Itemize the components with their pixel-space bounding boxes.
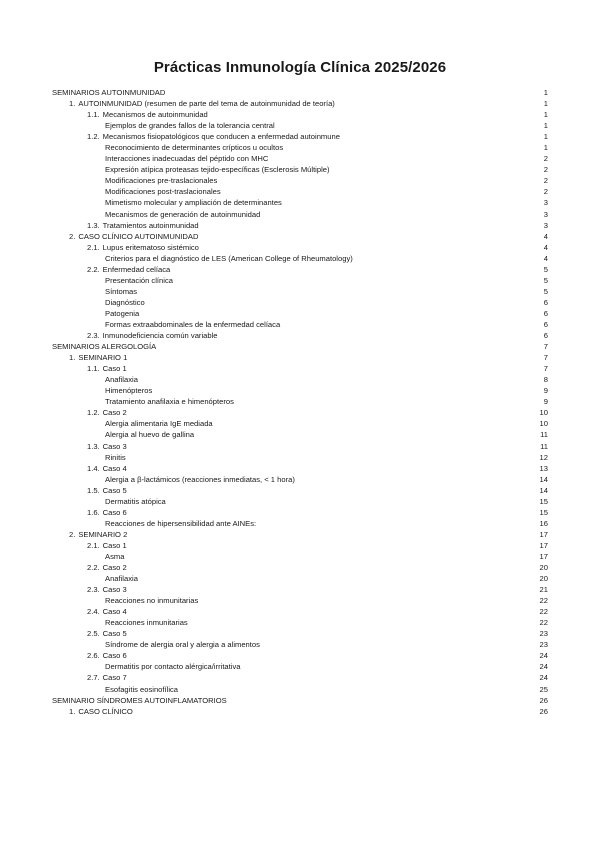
toc-entry-number: 2.1. (87, 540, 100, 550)
toc-entry-text: Mimetismo molecular y ampliación de determinantes (105, 198, 282, 208)
toc-entry-number: 1.1. (87, 110, 100, 120)
toc-entry-label (87, 540, 127, 551)
toc-entry[interactable] (52, 551, 548, 562)
toc-entry[interactable] (52, 385, 548, 396)
toc-entry[interactable] (52, 341, 548, 352)
toc-entry-text: Modificaciones pre-traslacionales (105, 176, 218, 186)
toc-entry-label (69, 98, 335, 109)
toc-entry-page-number: 6 (543, 308, 548, 318)
toc-entry-page-number: 5 (543, 286, 548, 296)
toc-entry-text: Caso 6 (102, 651, 127, 661)
toc-entry-page-number: 1 (543, 143, 548, 153)
toc-entry-label (105, 661, 240, 672)
toc-entry-text: Alergia a β-lactámicos (reacciones inmediatas, < 1 hora) (105, 474, 295, 484)
toc-entry[interactable] (52, 496, 548, 507)
toc-entry[interactable] (52, 319, 548, 330)
toc-entry-page-number: 3 (543, 198, 548, 208)
toc-entry-label (87, 650, 127, 661)
toc-entry-text: Formas extraabdominales de la enfermedad celíaca (105, 319, 281, 329)
toc-entry-text: Anafilaxia (105, 574, 138, 584)
toc-entry-page-number: 1 (543, 132, 548, 142)
toc-entry-label (105, 153, 268, 164)
toc-entry-number: 2.1. (87, 242, 100, 252)
toc-entry[interactable] (52, 661, 548, 672)
toc-entry[interactable] (52, 286, 548, 297)
toc-entry-page-number: 26 (539, 706, 548, 716)
toc-entry-number: 2.3. (87, 331, 100, 341)
toc-entry-label (87, 606, 127, 617)
toc-entry-page-number: 12 (539, 452, 548, 462)
toc-entry-page-number: 23 (539, 640, 548, 650)
toc-entry-label (87, 485, 127, 496)
toc-entry-text: AUTOINMUNIDAD (resumen de parte del tema de autoinmunidad de teoría) (78, 99, 335, 109)
toc-entry[interactable] (52, 308, 548, 319)
toc-entry-label (52, 695, 227, 706)
toc-entry-page-number: 3 (543, 209, 548, 219)
toc-entry-number: 1.3. (87, 441, 100, 451)
toc-entry-text: Mecanismos de generación de autoinmunidad (105, 209, 261, 219)
toc-entry[interactable] (52, 706, 548, 717)
toc-entry-text: Caso 2 (102, 563, 127, 573)
toc-entry-text: Esofagitis eosinofílica (105, 684, 179, 694)
toc-entry-page-number: 5 (543, 275, 548, 285)
toc-entry-label (105, 474, 295, 485)
toc-entry[interactable] (52, 573, 548, 584)
toc-entry-label (105, 120, 275, 131)
toc-entry-label (105, 308, 139, 319)
toc-entry-text: Dermatitis atópica (105, 496, 166, 506)
toc-entry-number: 2.5. (87, 629, 100, 639)
toc-entry[interactable] (52, 275, 548, 286)
toc-entry-label (105, 175, 217, 186)
toc-entry-text: Ejemplos de grandes fallos de la tolerancia central (105, 121, 275, 131)
toc-entry-label (105, 275, 173, 286)
toc-entry-number: 2.6. (87, 651, 100, 661)
toc-entry[interactable] (52, 617, 548, 628)
toc-entry-label (87, 441, 127, 452)
toc-entry-page-number: 7 (543, 364, 548, 374)
table-of-contents (52, 87, 548, 717)
toc-entry[interactable] (52, 297, 548, 308)
toc-entry-page-number: 17 (539, 529, 548, 539)
toc-entry-text: Lupus eritematoso sistémico (102, 242, 199, 252)
toc-entry-label (105, 684, 178, 695)
toc-entry-page-number: 22 (539, 607, 548, 617)
toc-entry-label (105, 396, 234, 407)
toc-entry-text: CASO CLÍNICO AUTOINMUNIDAD (78, 231, 199, 241)
toc-entry[interactable] (52, 87, 548, 98)
toc-entry-label (105, 142, 283, 153)
toc-entry[interactable] (52, 175, 548, 186)
toc-entry-page-number: 17 (539, 540, 548, 550)
toc-entry-page-number: 7 (543, 353, 548, 363)
toc-entry-label (87, 220, 199, 231)
toc-entry-page-number: 10 (539, 408, 548, 418)
toc-entry[interactable] (52, 639, 548, 650)
toc-entry-label (105, 595, 198, 606)
toc-entry-number: 1.2. (87, 408, 100, 418)
toc-entry-page-number: 7 (543, 342, 548, 352)
toc-entry-text: Caso 2 (102, 408, 127, 418)
toc-entry[interactable] (52, 374, 548, 385)
toc-entry[interactable] (52, 684, 548, 695)
toc-entry-text: Caso 4 (102, 463, 127, 473)
toc-entry[interactable] (52, 142, 548, 153)
toc-entry-number: 1. (69, 706, 76, 716)
toc-entry[interactable] (52, 606, 548, 617)
toc-entry-text: SEMINARIOS ALERGOLOGÍA (52, 342, 157, 352)
toc-entry-number: 2.2. (87, 563, 100, 573)
toc-entry[interactable] (52, 253, 548, 264)
toc-entry-text: Reconocimiento de determinantes crípticos u ocultos (105, 143, 284, 153)
toc-entry[interactable] (52, 507, 548, 518)
toc-entry-text: Modificaciones post-traslacionales (105, 187, 221, 197)
toc-entry-label (87, 363, 127, 374)
toc-entry-text: Reacciones inmunitarias (105, 618, 188, 628)
toc-entry-label (87, 672, 127, 683)
toc-entry-page-number: 23 (539, 629, 548, 639)
toc-entry[interactable] (52, 628, 548, 639)
toc-entry[interactable] (52, 441, 548, 452)
toc-entry-page-number: 16 (539, 518, 548, 528)
toc-entry-page-number: 1 (543, 99, 548, 109)
toc-entry[interactable] (52, 396, 548, 407)
toc-entry-label (87, 407, 127, 418)
toc-entry-page-number: 11 (540, 441, 548, 451)
toc-entry-number: 2.2. (87, 264, 100, 274)
toc-entry-text: Tratamientos autoinmunidad (102, 220, 199, 230)
toc-entry[interactable] (52, 407, 548, 418)
toc-entry-text: SEMINARIO SÍNDROMES AUTOINFLAMATORIOS (52, 695, 227, 705)
toc-entry-page-number: 11 (540, 430, 548, 440)
toc-entry-label (87, 562, 127, 573)
toc-entry-page-number: 20 (539, 563, 548, 573)
toc-entry[interactable] (52, 474, 548, 485)
toc-entry-text: Caso 3 (102, 441, 127, 451)
toc-entry-page-number: 2 (543, 187, 548, 197)
toc-entry-page-number: 10 (539, 419, 548, 429)
toc-entry[interactable] (52, 120, 548, 131)
toc-entry-text: Asma (105, 551, 125, 561)
toc-entry-page-number: 4 (543, 253, 548, 263)
toc-entry-label (87, 131, 340, 142)
toc-entry-label (69, 352, 127, 363)
toc-entry-text: Mecanismos fisiopatológicos que conducen a enfermedad autoinmune (102, 132, 340, 142)
toc-entry-page-number: 8 (543, 375, 548, 385)
toc-entry-page-number: 15 (539, 496, 548, 506)
toc-entry-label (105, 385, 152, 396)
toc-entry-text: Mecanismos de autoinmunidad (102, 110, 208, 120)
toc-entry-text: Interacciones inadecuadas del péptido con MHC (105, 154, 269, 164)
toc-entry-text: Inmunodeficiencia común variable (102, 331, 218, 341)
toc-entry-text: Alergia al huevo de gallina (105, 430, 195, 440)
toc-entry-page-number: 22 (539, 596, 548, 606)
toc-entry-page-number: 25 (539, 684, 548, 694)
toc-entry-page-number: 1 (543, 110, 548, 120)
toc-entry-text: Reacciones de hipersensibilidad ante AINEs: (105, 518, 257, 528)
toc-entry[interactable] (52, 418, 548, 429)
toc-entry-number: 1.5. (87, 485, 100, 495)
toc-entry[interactable] (52, 562, 548, 573)
toc-entry[interactable] (52, 98, 548, 109)
toc-entry[interactable] (52, 452, 548, 463)
toc-entry-label (105, 551, 124, 562)
toc-entry[interactable] (52, 463, 548, 474)
toc-entry-page-number: 6 (543, 319, 548, 329)
toc-entry[interactable] (52, 540, 548, 551)
toc-entry[interactable] (52, 164, 548, 175)
toc-entry-text: Caso 1 (102, 364, 127, 374)
toc-entry-text: Caso 5 (102, 629, 127, 639)
toc-entry-text: Caso 7 (102, 673, 127, 683)
toc-entry-text: Síndrome de alergia oral y alergia a alimentos (105, 640, 260, 650)
toc-entry-page-number: 15 (539, 507, 548, 517)
toc-entry-number: 2.7. (87, 673, 100, 683)
toc-entry-label (87, 463, 127, 474)
toc-entry[interactable] (52, 186, 548, 197)
toc-entry-label (105, 429, 194, 440)
toc-entry-text: Expresión atípica proteasas tejido-específicas (Esclerosis Múltiple) (105, 165, 330, 175)
toc-entry[interactable] (52, 330, 548, 341)
toc-entry-label (87, 584, 127, 595)
toc-entry-label (69, 231, 198, 242)
toc-entry-page-number: 6 (543, 331, 548, 341)
toc-entry-text: Reacciones no inmunitarias (105, 596, 199, 606)
toc-entry-text: Tratamiento anafilaxia e himenópteros (105, 397, 234, 407)
toc-entry-label (87, 264, 170, 275)
toc-entry-label (87, 109, 208, 120)
toc-entry[interactable] (52, 220, 548, 231)
toc-entry-label (69, 706, 133, 717)
toc-entry-text: Himenópteros (105, 386, 153, 396)
toc-entry-label (105, 518, 256, 529)
document-title: Prácticas Inmunología Clínica 2025/2026 (153, 59, 447, 76)
toc-entry-text: Caso 1 (102, 540, 127, 550)
toc-entry-number: 1.3. (87, 220, 100, 230)
toc-entry[interactable] (52, 672, 548, 683)
toc-entry-label (105, 286, 137, 297)
toc-entry[interactable] (52, 242, 548, 253)
toc-entry[interactable] (52, 131, 548, 142)
toc-entry[interactable] (52, 197, 548, 208)
toc-entry-text: Alergia alimentaria IgE mediada (105, 419, 213, 429)
toc-entry-text: Anafilaxia (105, 375, 138, 385)
toc-entry-page-number: 5 (543, 264, 548, 274)
toc-entry-text: Criterios para el diagnóstico de LES (American College of Rheumatology) (105, 253, 353, 263)
toc-entry[interactable] (52, 595, 548, 606)
toc-entry-label (87, 628, 127, 639)
toc-entry-number: 1.4. (87, 463, 100, 473)
toc-entry-page-number: 22 (539, 618, 548, 628)
toc-entry-page-number: 24 (539, 651, 548, 661)
toc-entry-label (105, 374, 138, 385)
toc-entry-text: Caso 6 (102, 507, 127, 517)
toc-entry-text: Patogenia (105, 308, 140, 318)
toc-entry-page-number: 3 (543, 220, 548, 230)
toc-entry-page-number: 17 (539, 551, 548, 561)
toc-entry-label (87, 330, 218, 341)
toc-entry-number: 2. (69, 529, 76, 539)
toc-entry-page-number: 13 (539, 463, 548, 473)
toc-entry-page-number: 2 (543, 154, 548, 164)
toc-entry-text: CASO CLÍNICO (78, 706, 133, 716)
toc-entry[interactable] (52, 429, 548, 440)
toc-entry-page-number: 24 (539, 662, 548, 672)
toc-entry-number: 1. (69, 99, 76, 109)
toc-entry-label (105, 496, 166, 507)
toc-entry-page-number: 2 (543, 176, 548, 186)
toc-entry-page-number: 26 (539, 695, 548, 705)
toc-entry-label (105, 197, 282, 208)
toc-entry-page-number: 9 (543, 397, 548, 407)
toc-entry-number: 1.6. (87, 507, 100, 517)
toc-entry-label (105, 617, 188, 628)
toc-entry-label (87, 507, 127, 518)
toc-entry-text: SEMINARIOS AUTOINMUNIDAD (52, 88, 166, 97)
toc-entry-text: Presentación clínica (105, 275, 173, 285)
toc-entry-number: 2.4. (87, 607, 100, 617)
toc-entry-label (105, 639, 260, 650)
toc-entry-text: Síntomas (105, 286, 138, 296)
toc-entry-page-number: 1 (543, 121, 548, 131)
toc-entry-number: 1. (69, 353, 76, 363)
toc-entry[interactable] (52, 650, 548, 661)
toc-entry-label (105, 253, 353, 264)
toc-entry-number: 1.2. (87, 132, 100, 142)
toc-entry-page-number: 20 (539, 574, 548, 584)
toc-entry-label (105, 164, 330, 175)
toc-entry-text: Caso 4 (102, 607, 127, 617)
toc-entry-page-number: 2 (543, 165, 548, 175)
toc-entry-label (52, 87, 165, 98)
toc-entry[interactable] (52, 109, 548, 120)
toc-entry-text: SEMINARIO 2 (78, 529, 128, 539)
toc-entry-text: Enfermedad celíaca (102, 264, 171, 274)
toc-entry-page-number: 9 (543, 386, 548, 396)
toc-entry[interactable] (52, 485, 548, 496)
toc-entry[interactable] (52, 231, 548, 242)
toc-entry-page-number: 21 (539, 585, 548, 595)
toc-entry-text: Rinitis (105, 452, 126, 462)
toc-entry-page-number: 14 (539, 485, 548, 495)
toc-entry-label (105, 319, 280, 330)
toc-entry[interactable] (52, 695, 548, 706)
toc-entry-text: SEMINARIO 1 (78, 353, 128, 363)
toc-entry-page-number: 4 (543, 231, 548, 241)
toc-entry-number: 2.3. (87, 585, 100, 595)
toc-entry-text: Dermatitis por contacto alérgica/irritativa (105, 662, 241, 672)
toc-entry-label (105, 186, 221, 197)
toc-entry[interactable] (52, 584, 548, 595)
toc-entry-label (87, 242, 199, 253)
toc-entry-label (105, 297, 145, 308)
toc-entry[interactable] (52, 153, 548, 164)
toc-entry-text: Caso 5 (102, 485, 127, 495)
toc-entry-page-number: 24 (539, 673, 548, 683)
toc-entry-label (52, 341, 156, 352)
toc-entry[interactable] (52, 518, 548, 529)
toc-entry-number: 1.1. (87, 364, 100, 374)
toc-entry-page-number: 14 (539, 474, 548, 484)
toc-entry-text: Diagnóstico (105, 297, 145, 307)
toc-entry-label (105, 452, 126, 463)
toc-entry-label (69, 529, 127, 540)
toc-entry[interactable] (52, 529, 548, 540)
toc-entry[interactable] (52, 209, 548, 220)
toc-entry-page-number: 4 (543, 242, 548, 252)
toc-entry-label (105, 418, 213, 429)
toc-entry-text: Caso 3 (102, 585, 127, 595)
toc-entry[interactable] (52, 352, 548, 363)
toc-entry-number: 2. (69, 231, 76, 241)
toc-entry-label (105, 573, 138, 584)
toc-entry-page-number: 1 (543, 88, 548, 97)
toc-entry-page-number: 6 (543, 297, 548, 307)
toc-entry-label (105, 209, 260, 220)
toc-entry[interactable] (52, 363, 548, 374)
toc-entry[interactable] (52, 264, 548, 275)
